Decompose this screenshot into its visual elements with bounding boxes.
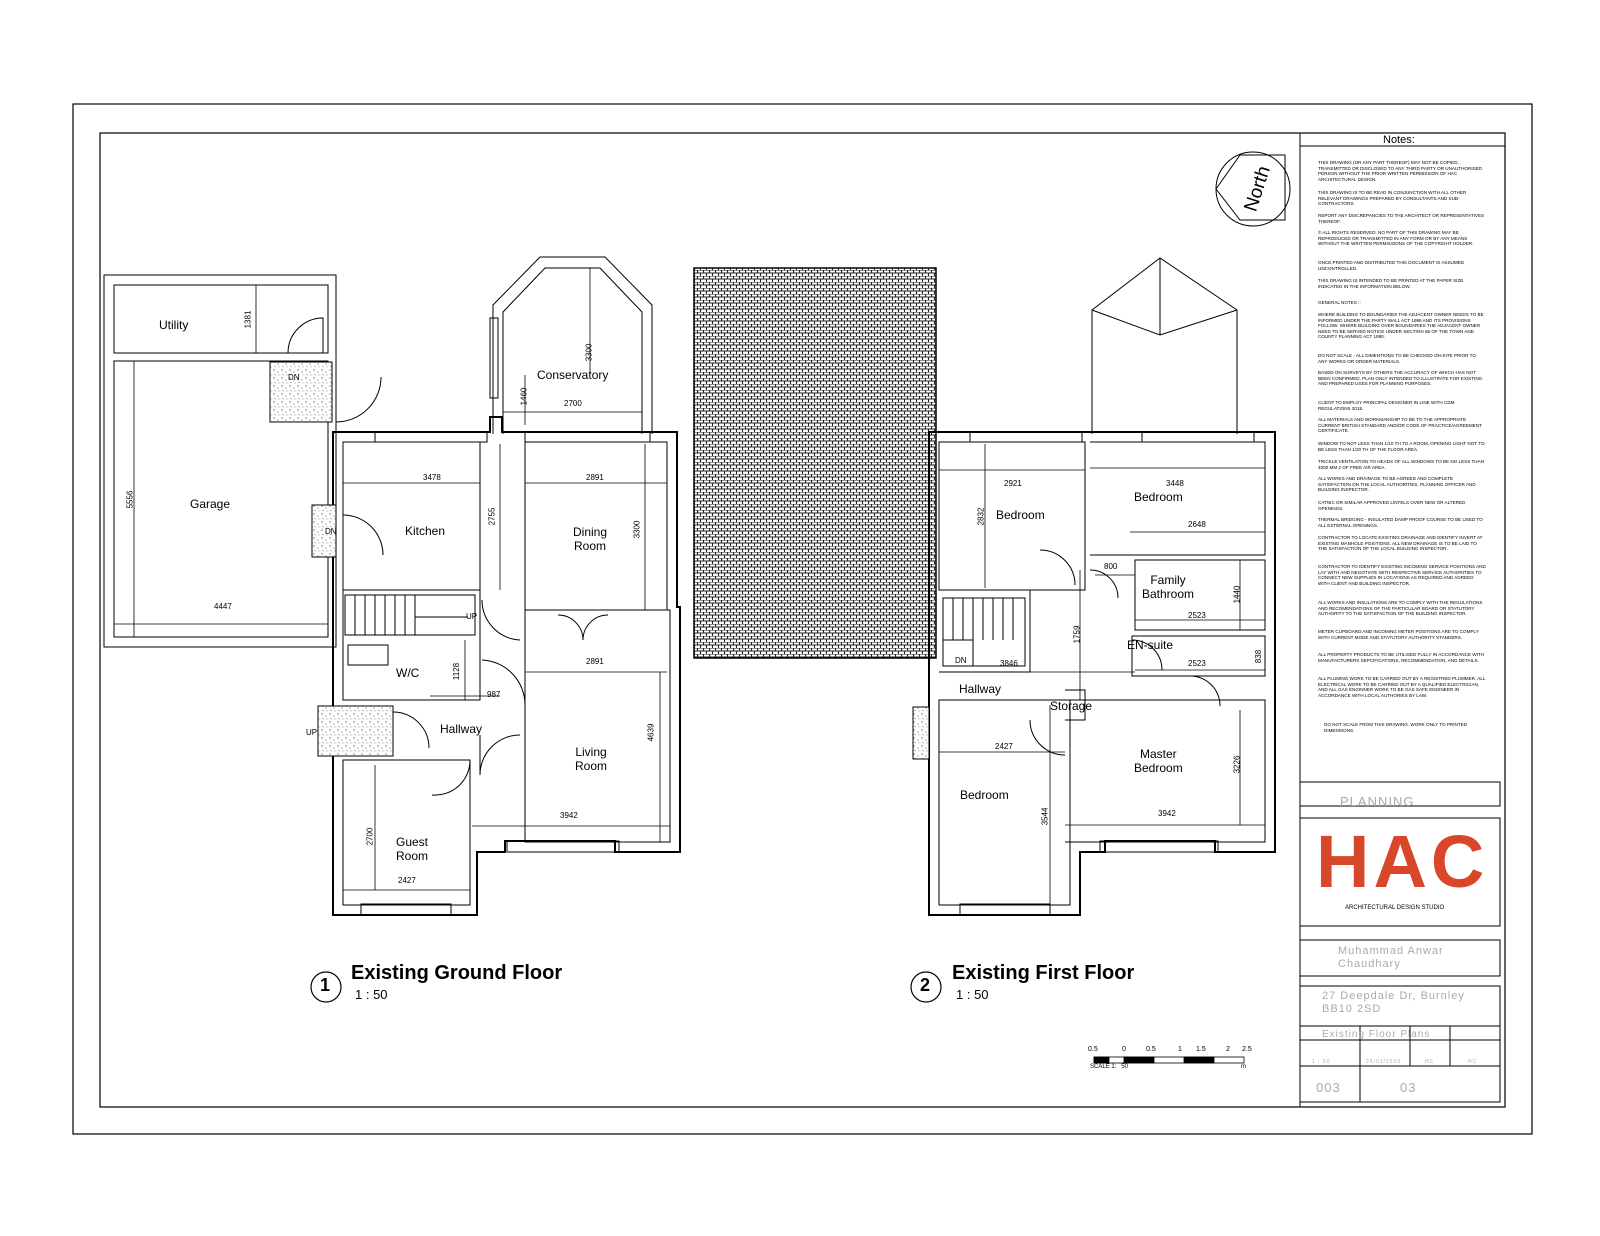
ground-floor-plan [104,257,680,915]
dim-hall-height: 1759 [1072,625,1082,644]
note-item: ONCE PRINTED AND DISTRIBUTED THIS DOCUMENT IS ASSUMED UNCONTROLLED. [1318,260,1465,271]
room-label-bedroom-1: Bedroom [996,508,1045,522]
room-label-garage: Garage [190,497,231,511]
stair-label-up-stairs: UP [466,612,478,621]
note-item: THIS DRAWING IS TO BE READ IN CONJUNCTION WITH ALL OTHER RELEVANT DRAWINGS PREPARED BY CONSULTANTS AND SUB-CONTRACTORS. [1318,190,1467,207]
room-label-wc: W/C [396,666,420,680]
scale-bar-caption: SCALE 1: 50 [1090,1064,1129,1070]
revision: 03 [1400,1080,1417,1095]
note-item: THIS DRAWING IS INTENDED TO BE PRINTED AT THE PAPER SIZE INDICATED IN THE INFORMATION BELOW. [1318,278,1464,289]
dim-guest-height: 2700 [365,827,375,846]
dim-master-width: 3942 [1158,809,1176,818]
dim-bath-height: 1440 [1232,585,1242,604]
dim-door-width: 800 [1104,562,1118,571]
title-block-date: 26/01/2020 [1366,1059,1402,1065]
dim-wc-width: 987 [487,690,501,699]
first-floor-scale: 1 : 50 [956,987,989,1002]
note-item: THERMAL BRIDGING - INSULATED DAMP PROOF COURSE TO BE USED TO ALL EXTERNAL OPENINGS. [1318,517,1483,528]
project-address: 27 Deepdale Dr, Burnley BB10 2SD [1322,990,1465,1015]
dim-kitchen-width: 3478 [423,473,441,482]
dim-wc-height: 1128 [452,662,462,681]
note-item: ALL WORKS AND INSULATIONS ARE TO COMPLY WITH THE REGULATIONS AND RECOMENDATIONS OF THE PARTICULAR BOARD OR STATUTORY AUTHORITY TO THE SATISFACTION OF THE BUILDING INSPECTOR. [1318,600,1483,617]
dim-dining-width: 2891 [586,473,604,482]
room-label-first-hallway: Hallway [959,682,1002,696]
dim-hall-width: 3846 [1000,659,1018,668]
ground-floor-walls [333,417,680,915]
garage-outline [104,275,336,647]
drawing-number: 003 [1316,1080,1341,1095]
note-item: ALL PLUMING WORK TO BE CARRIED OUT BY A REGISTRED PLUMMER. ALL ELECTRICAL WORK TO BE CARRIED OUT BY A QUALIFIED ELECTRICIAN, AND ALL GAS ENGINNER WORK TO BE GAS SAFE ENGINEER IN ACCORDANCE WITH LOCAL AUTHORIES BY LAW. [1318,676,1486,698]
note-item: THIS DRAWING (OR ANY PART THEREOF) MAY NOT BE COPIED, TRANSMITTED OR DISCLOSED TO ANY THIRD PARTY OR UNAUTHORISED PERSON WITHOUT THE PRIOR WRITTEN PERMISSION OF HAC ARCHITECTURAL DESIGN. [1318,160,1483,182]
hac-logo: HAC [1316,820,1489,903]
note-item: ALL MATERIALS AND WORKMANSHIP TO BE TO THE APPROPRIATE CURRENT BRITISH STANDARD AND/OR CODE OF PRACTICE/AGREEMENT CERTIFICATE. [1318,417,1482,434]
dim-utility-height: 1381 [243,310,253,329]
dim-kitchen-height: 2755 [487,507,497,526]
dim-conservatory-width: 2700 [564,399,582,408]
client-name: Muhammad Anwar Chaudhary [1338,945,1444,970]
first-floor-plan [913,258,1275,915]
room-label-ensuite: EN-suite [1127,638,1174,652]
room-label-guest: Guest Room [396,835,429,863]
drawing-title: Existing Floor Plans [1322,1029,1431,1040]
first-floor-dimension-lines [939,444,1265,905]
dim-master-height: 3226 [1232,755,1242,774]
title-block-drawn: HC [1425,1059,1435,1065]
dim-bed3-width: 2427 [995,742,1013,751]
stair-label-dn-kitchen: DN [325,527,337,536]
note-item: © ALL RIGHTS RESERVED. NO PART OF THIS DRAWING MAY BE REPRODUCED OR TRANSMITTED IN ANY FORM OR BY ANY MEANS WITHOUT THE WRITTEN PERMISSIONS OF THE COPYRIGHT HOLDER. [1318,230,1474,247]
note-item: ALL WORKS AND DRAINAGE TO BE AGREED AND COMPLETE SATISFACTION ON THE LOCAL AUTHORITIES, PLANNING OFFICER AND BUILDING INSPECTOR. [1318,476,1476,493]
note-item: CONTRACTOR TO LOCATE EXISTING DRAINAGE AND IDENTIFY INVERT AT EXISTING MANHOLE POSITIONS. ALL NEW DRAINAGE IS TO BE LAID TO THE SATISFACTION OF THE LOCAL BUILDING INSPECTOR. [1318,535,1483,552]
stair-label-up-entrance: UP [306,728,318,737]
scale-tick: 2 [1226,1046,1230,1053]
room-label-utility: Utility [159,318,189,332]
room-label-conservatory: Conservatory [537,368,609,382]
dim-living-width-top: 2891 [586,657,604,666]
scale-tick: 1.5 [1196,1046,1206,1053]
north-label: North [1240,163,1275,215]
dim-living-height: 4639 [646,723,656,742]
room-label-storage: Storage [1050,699,1093,713]
scale-tick: 1 [1178,1046,1182,1053]
scale-tick: 2.5 [1242,1046,1252,1053]
dim-bed1-width: 2921 [1004,479,1022,488]
room-label-master-bedroom: Master Bedroom [1134,747,1183,775]
dim-bed3-height: 3544 [1040,807,1050,826]
view-number-1: 1 [320,975,331,995]
scale-tick: 0 [1122,1046,1126,1053]
dim-bed2-width: 3448 [1166,479,1184,488]
dim-dining-height: 3300 [632,520,642,539]
room-label-living: Living Room [575,745,608,773]
logo-subtitle: ARCHITECTURAL DESIGN STUDIO [1345,905,1445,911]
room-label-family-bathroom: Family Bathroom [1142,573,1195,601]
room-label-hallway: Hallway [440,722,483,736]
dim-bed1-height: 2832 [976,507,986,526]
room-label-dining: Dining Room [573,525,608,553]
note-item: TRICKLE VENTILATION TO HEADS OF ALL WINDOWS TO BE NO LESS THAN 4000 MM 2 OF FREE AIR AREA. [1318,459,1485,470]
scale-bar [1094,1057,1244,1063]
note-item: CATNIC OR SIMILAR APPROVED LINTELS OVER NEW OR ALTERED OPENINGS. [1318,500,1466,511]
view-number-2: 2 [920,975,931,995]
dim-living-width: 3942 [560,811,578,820]
dim-guest-width: 2427 [398,876,416,885]
note-item: WINDOW TO NOT LESS THAN 1/10 TH TO A ROOM, OPENING LIGHT NOT TO BE LESS THAN 1/20 TH OF THE FLOOR AREA. [1318,441,1485,452]
scale-bar-unit: m [1241,1064,1246,1070]
note-item: CLIENT TO EMPLOY PRINCIPAL DESIGNER IN LINE WITH CDM REGULATIONS 2015. [1318,400,1455,411]
scale-tick: 0.5 [1088,1046,1098,1053]
room-label-bedroom-3: Bedroom [960,788,1009,802]
room-label-kitchen: Kitchen [405,524,446,538]
note-item: DO NOT SCALE - ALL DIMENTIONS TO BE CHECKED ON-SITE PRIOR TO ANY WORKS OR ORDER MATERIALS. [1318,353,1476,364]
roof-tile-plan [694,268,936,658]
scale-tick: 0.5 [1146,1046,1156,1053]
note-item: REPORT ANY DISCREPANCIES TO THE ARCHITECT OR REPRESENTATIVES THEREOF. [1318,213,1485,224]
note-item: WHERE BUILDING TO BOUNDARIES THE ADJACENT OWNER NEEDS TO BE INFORMED UNDER THE PARTY WALL ACT 1996 AND ITS PROVISIONS FOLLOW. WHERE BUILDING OVER BOUNDARIES THE ADJACENT OWNER NEED TO BE SERVED NOTICE UNDER SECTION 65 OF THE TOWN AND COUNTY PLANNING ACT 1990. [1318,312,1484,340]
dim-garage-height: 5556 [125,490,135,509]
dim-conservatory-height: 3300 [584,343,594,362]
title-block-checked: HC [1468,1059,1478,1065]
title-block-scale: 1 : 50 [1312,1059,1331,1065]
status-label: PLANNING [1340,794,1415,809]
notes-heading: Notes: [1383,134,1415,146]
conservatory-roof [1092,258,1237,434]
note-item: CONTRACTOR TO IDENTIFY EXISTING INCOMING SERVICE POSITIONS AND LAY WITH AND NEGOTIATE WITH RESPECTIVE SERVICE AUTHORITIES TO CONNECT NEW SUPPLIES IN LOCATIONS AS REQUIRED AND AGREED WITH CLIENT AND BUILDING INSPECTOR. [1318,564,1486,586]
dim-ensuite-width: 2523 [1188,659,1206,668]
first-floor-walls [929,432,1275,915]
note-item: BASED ON SURVEYS BY OTHERS THE ACCURACY OF WHICH HAS NOT BEEN CONFIRMED. PLAN ONLY INTENDED TO ILLUSTRATE FOR EXISTING AND PREPARED USES FOR PLANNING PURPOSES. [1318,370,1483,387]
ground-floor-scale: 1 : 50 [355,987,388,1002]
note-item: ALL PROPERTY PRODUCTS TO BE UTILISED FULLY IN ACCORDANCE WITH MANUFACTURERS SEPCIFICATIONS, RECOMMENDATION, AND DETAILS. [1318,652,1485,663]
dim-bed2-width-2: 2648 [1188,520,1206,529]
dim-garage-width: 4447 [214,602,232,611]
stair-label-dn-first: DN [955,656,967,665]
first-floor-title: Existing First Floor [952,962,1135,984]
note-item: DO NOT SCALE FROM THIS DRAWING. WORK ONLY TO PRINTED DIMENSIONS. [1324,722,1468,733]
stair-label-dn-utility: DN [288,373,300,382]
dim-bath-width: 2523 [1188,611,1206,620]
note-item: GENERAL NOTES :- [1318,300,1361,305]
dim-conservatory-height-2: 1460 [519,387,529,406]
ground-floor-title: Existing Ground Floor [351,962,563,984]
note-item: METER CUPBOARD AND INCOMING METER POSITIONS ARE TO COMPLY WITH CURRENT MODE AND STATUTORY AUTHORITY STANDERS. [1318,629,1479,640]
room-label-bedroom-2: Bedroom [1134,490,1183,504]
dim-ensuite-height: 838 [1254,649,1264,664]
